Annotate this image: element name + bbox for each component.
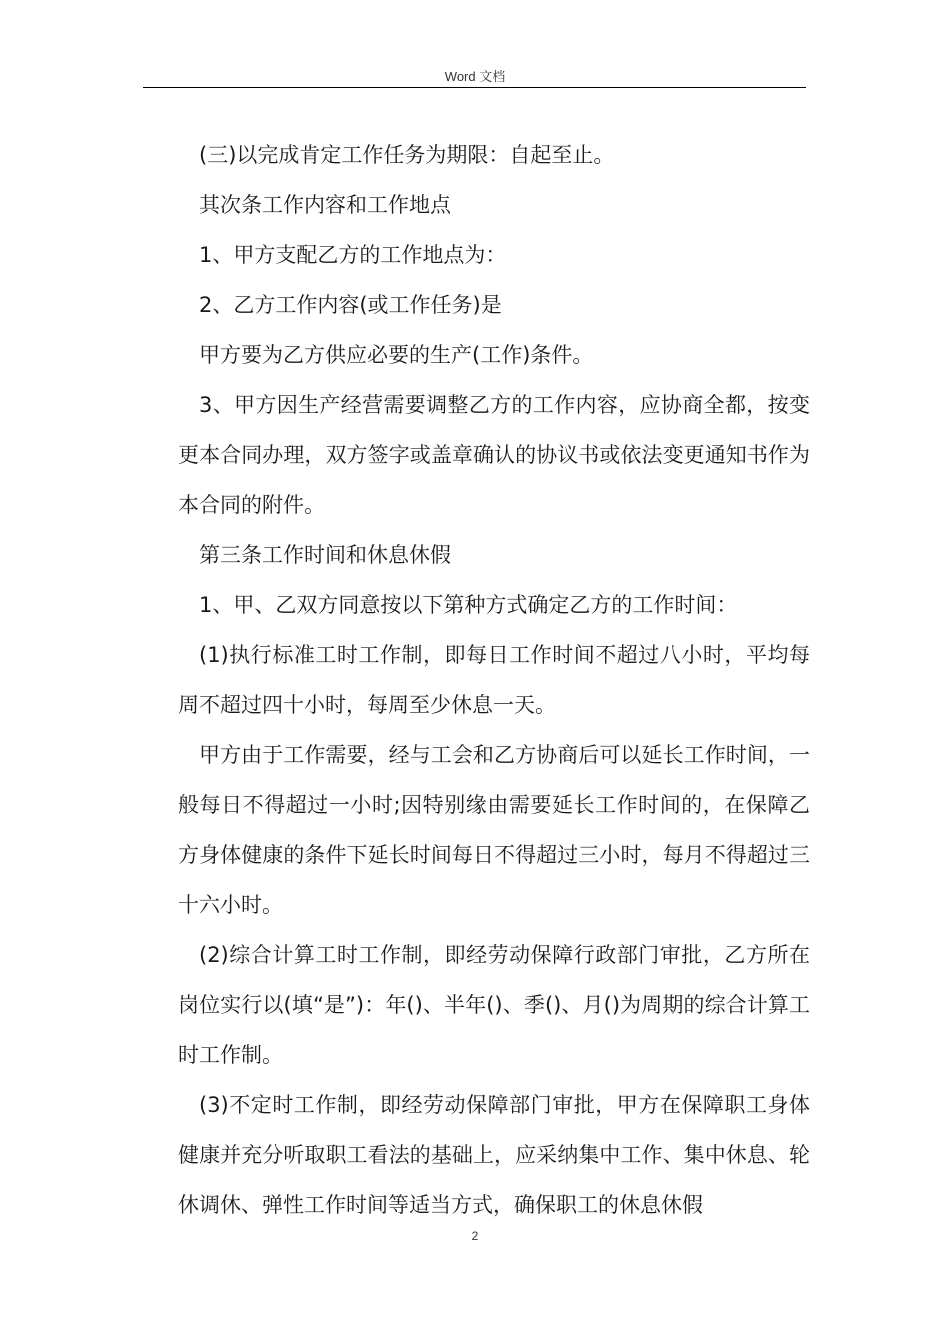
paragraph: 1、甲、乙双方同意按以下第种方式确定乙方的工作时间： [199,593,738,617]
document-body [178,130,810,1230]
section-heading: 第三条工作时间和休息休假 [199,543,451,567]
paragraph: 甲方要为乙方供应必要的生产(工作)条件。 [199,343,594,367]
paragraph: (2)综合计算工时工作制，即经劳动保障行政部门审批，乙方所在岗位实行以(填“是”)：年()、半年()、季()、月()为周期的综合计算工时工作制。 [178,943,810,1067]
paragraph: 甲方由于工作需要，经与工会和乙方协商后可以延长工作时间，一般每日不得超过一小时;因特别缘由需要延长工作时间的，在保障乙方身体健康的条件下延长时间每日不得超过三小时，每月不得超过三十六小时。 [178,743,810,917]
paragraph: (3)不定时工作制，即经劳动保障部门审批，甲方在保障职工身体健康并充分听取职工看法的基础上，应采纳集中工作、集中休息、轮休调休、弹性工作时间等适当方式，确保职工的休息休假 [178,1093,810,1217]
section-heading: 其次条工作内容和工作地点 [199,193,451,217]
paragraph: (1)执行标准工时工作制，即每日工作时间不超过八小时，平均每周不超过四十小时，每周至少休息一天。 [178,643,810,717]
page-number: 2 [471,1229,479,1243]
paragraph: 1、甲方支配乙方的工作地点为： [199,243,507,267]
paragraph: 3、甲方因生产经营需要调整乙方的工作内容，应协商全都，按变更本合同办理，双方签字或盖章确认的协议书或依法变更通知书作为本合同的附件。 [178,393,810,517]
header-title: Word 文档 [444,69,506,84]
paragraph: (三)以完成肯定工作任务为期限：自起至止。 [199,143,615,167]
header-divider [143,87,806,88]
paragraph: 2、乙方工作内容(或工作任务)是 [199,293,502,317]
